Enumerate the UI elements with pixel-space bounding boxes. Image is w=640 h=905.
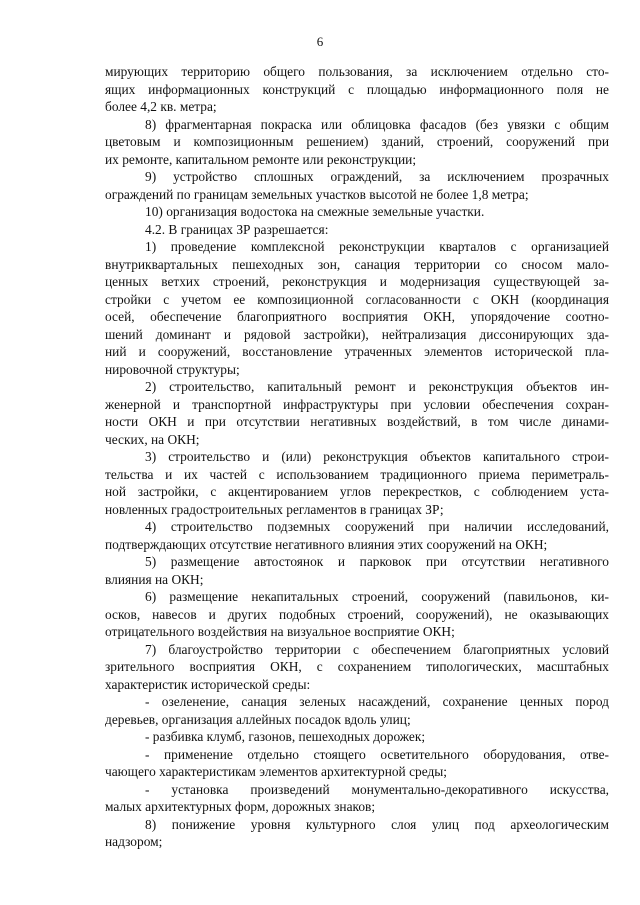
paragraph-line: чающего характеристикам элементов архитектурной среды; [105, 764, 448, 779]
paragraph-line: деревьев, организация аллейных посадок вдоль улиц; [105, 711, 411, 727]
paragraph-line: нировочной структуры; [105, 361, 240, 377]
paragraph-line: цветовым и композиционным решением) зданий, строений, сооружений при [105, 134, 609, 149]
paragraph-line: ящих информационных конструкций с площадью информационного поля не [105, 81, 609, 97]
paragraph-line: зрительного восприятия ОКН, с сохранением типологических, масштабных [105, 659, 609, 674]
paragraph-line: женерной и транспортной инфраструктуры при условии обеспечения сохран- [105, 396, 609, 412]
paragraph-line: подтверждающих отсутствие негативного влияния этих сооружений на ОКН; [105, 536, 548, 552]
paragraph-line: 8) фрагментарная покраска или облицовка фасадов (без увязки с общим [145, 116, 609, 132]
paragraph-line: малых архитектурных форм, дорожных знаков; [105, 799, 376, 814]
paragraph-line: 10) организация водостока на смежные земельные участки. [145, 204, 485, 219]
paragraph-line: влияния на ОКН; [105, 571, 204, 587]
paragraph-line: ности ОКН и при отсутствии негативных воздействий, в том числе динами- [105, 414, 609, 429]
paragraph-line: отрицательного воздействия на визуальное восприятие ОКН; [105, 624, 455, 639]
paragraph-line: - применение отдельно стоящего осветительного оборудования, отве- [145, 746, 609, 762]
paragraph-line: 8) понижение уровня культурного слоя улиц под археологическим [145, 816, 609, 832]
paragraph-line: - разбивка клумб, газонов, пешеходных дорожек; [145, 729, 426, 744]
paragraph-line: - озеленение, санация зеленых насаждений, сохранение ценных пород [145, 694, 609, 709]
paragraph-line: ний и сооружений, восстановление утраченных элементов исторической пла- [105, 344, 609, 359]
paragraph-line: мирующих территорию общего пользования, за исключением отдельно сто- [105, 64, 609, 79]
paragraph-line: ной застройки, с акцентированием углов перекрестков, с соблюдением уста- [105, 484, 609, 499]
paragraph-line: 4.2. В границах ЗР разрешается: [145, 221, 329, 237]
paragraph-line: 2) строительство, капитальный ремонт и реконструкция объектов ин- [145, 379, 609, 394]
paragraph-line: 4) строительство подземных сооружений при наличии исследований, [145, 519, 609, 534]
paragraph-line: ценных ветхих строений, реконструкция и модернизация существующей за- [105, 274, 609, 289]
paragraph-line: внутриквартальных пешеходных зон, санация территории со сносом мало- [105, 256, 609, 272]
paragraph-line: шений доминант и рядовой застройки), нейтрализация диссонирующих зда- [105, 326, 609, 342]
paragraph-line: тельства и их частей с использованием традиционного приема периметраль- [105, 466, 609, 482]
paragraph-line: характеристик исторической среды: [105, 676, 311, 692]
paragraph-line: ческих, на ОКН; [105, 431, 200, 447]
paragraph-line: осков, навесов и других подобных строений, сооружений), не оказывающих [105, 606, 609, 622]
paragraph-line: ограждений по границам земельных участков высотой не более 1,8 метра; [105, 186, 529, 202]
page-number: 6 [316, 34, 324, 49]
paragraph-line: 1) проведение комплексной реконструкции кварталов с организацией [145, 239, 609, 254]
paragraph-line: осей, обеспечение благоприятного восприятия ОКН, упорядочение соотно- [105, 309, 609, 324]
paragraph-line: 5) размещение автостоянок и парковок при отсутствии негативного [145, 554, 609, 569]
paragraph-line: их ремонте, капитальном ремонте или реконструкции; [105, 151, 417, 167]
document-body [105, 63, 609, 851]
paragraph-line: новленных градостроительных регламентов в границах ЗР; [105, 501, 444, 517]
paragraph-line: 6) размещение некапитальных строений, сооружений (павильонов, ки- [145, 589, 609, 604]
paragraph-line: стройки с учетом ее композиционной согласованности с ОКН (координация [105, 291, 609, 307]
paragraph-line: более 4,2 кв. метра; [105, 99, 217, 114]
paragraph-line: - установка произведений монументально-декоративного искусства, [145, 781, 609, 797]
paragraph-line: 9) устройство сплошных ограждений, за исключением прозрачных [145, 169, 609, 184]
paragraph-line: 3) строительство и (или) реконструкция объектов капитального строи- [145, 449, 609, 464]
paragraph-line: надзором; [105, 834, 163, 849]
paragraph-line: 7) благоустройство территории с обеспечением благоприятных условий [145, 641, 609, 657]
